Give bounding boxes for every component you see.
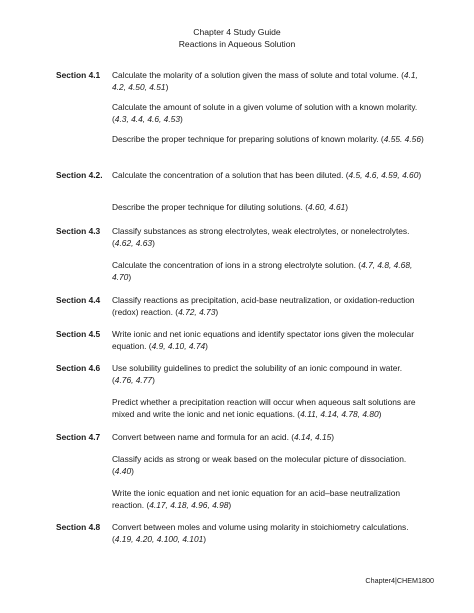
objective-text: Predict whether a precipitation reaction will occur when aqueous salt solutions are mixed and write the ionic and net ionic equations. (4.11, 4.14, 4.78, 4.80) bbox=[112, 397, 416, 419]
objective-text: Convert between name and formula for an acid. (4.14, 4.15) bbox=[112, 432, 335, 442]
exercise-refs: 4.40 bbox=[114, 466, 132, 476]
section-label: Section 4.2. bbox=[56, 170, 103, 180]
objective-text: Calculate the amount of solute in a given volume of solution with a known molarity. (4.3, 4.4, 4.6, 4.53) bbox=[112, 102, 418, 124]
objective-text: Calculate the molarity of a solution given the mass of solute and total volume. (4.1, 4.2, 4.50, 4.51) bbox=[112, 70, 418, 92]
exercise-refs: 4.1, 4.2, 4.50, 4.51 bbox=[112, 70, 418, 92]
exercise-refs: 4.3, 4.4, 4.6, 4.53 bbox=[114, 114, 180, 124]
exercise-refs: 4.55. 4.56 bbox=[383, 134, 421, 144]
section-label: Section 4.4 bbox=[56, 295, 101, 305]
objective-text: Write the ionic equation and net ionic equation for an acid–base neutralization reaction. (4.17, 4.18, 4.96, 4.98) bbox=[112, 488, 401, 510]
exercise-refs: 4.11, 4.14, 4.78, 4.80 bbox=[300, 409, 379, 419]
exercise-refs: 4.9, 4.10, 4.74 bbox=[151, 341, 206, 351]
objective-text: Calculate the concentration of a solution that has been diluted. (4.5, 4.6, 4.59, 4.60) bbox=[112, 170, 422, 180]
exercise-refs: 4.5, 4.6, 4.59, 4.60 bbox=[348, 170, 419, 180]
objective-text: Classify reactions as precipitation, acid-base neutralization, or oxidation-reduction (redox) reaction. (4.72, 4.73) bbox=[112, 295, 415, 317]
exercise-refs: 4.7, 4.8, 4.68, 4.70 bbox=[112, 260, 413, 282]
objective-text: Classify substances as strong electrolytes, weak electrolytes, or nonelectrolytes. (4.62, 4.63) bbox=[112, 226, 410, 248]
exercise-refs: 4.14, 4.15 bbox=[294, 432, 332, 442]
exercise-refs: 4.60, 4.61 bbox=[308, 202, 346, 212]
page-title: Chapter 4 Study Guide bbox=[193, 27, 281, 37]
section-label: Section 4.8 bbox=[56, 522, 101, 532]
exercise-refs: 4.72, 4.73 bbox=[178, 307, 216, 317]
objective-text: Describe the proper technique for diluting solutions. (4.60, 4.61) bbox=[112, 202, 349, 212]
page-subtitle: Reactions in Aqueous Solution bbox=[178, 39, 296, 49]
objective-text: Classify acids as strong or weak based on the molecular picture of dissociation. (4.40) bbox=[112, 454, 407, 476]
section-label: Section 4.3 bbox=[56, 226, 101, 236]
objective-text: Use solubility guidelines to predict the solubility of an ionic compound in water. (4.76, 4.77) bbox=[112, 363, 403, 385]
exercise-refs: 4.19, 4.20, 4.100, 4.101 bbox=[114, 534, 204, 544]
objective-text: Convert between moles and volume using molarity in stoichiometry calculations. (4.19, 4.20, 4.100, 4.101) bbox=[112, 522, 409, 544]
exercise-refs: 4.17, 4.18, 4.96, 4.98 bbox=[149, 500, 229, 510]
section-label: Section 4.1 bbox=[56, 70, 101, 80]
objective-text: Describe the proper technique for preparing solutions of known molarity. (4.55. 4.56) bbox=[112, 134, 424, 144]
section-label: Section 4.6 bbox=[56, 363, 101, 373]
exercise-refs: 4.76, 4.77 bbox=[114, 375, 153, 385]
page-footer: Chapter4|CHEM1800 bbox=[365, 576, 434, 585]
exercise-refs: 4.62, 4.63 bbox=[114, 238, 153, 248]
section-label: Section 4.7 bbox=[56, 432, 101, 442]
objective-text: Calculate the concentration of ions in a strong electrolyte solution. (4.7, 4.8, 4.68, 4.70) bbox=[112, 260, 413, 282]
objective-text: Write ionic and net ionic equations and identify spectator ions given the molecular equation. (4.9, 4.10, 4.74) bbox=[112, 329, 414, 351]
section-label: Section 4.5 bbox=[56, 329, 101, 339]
